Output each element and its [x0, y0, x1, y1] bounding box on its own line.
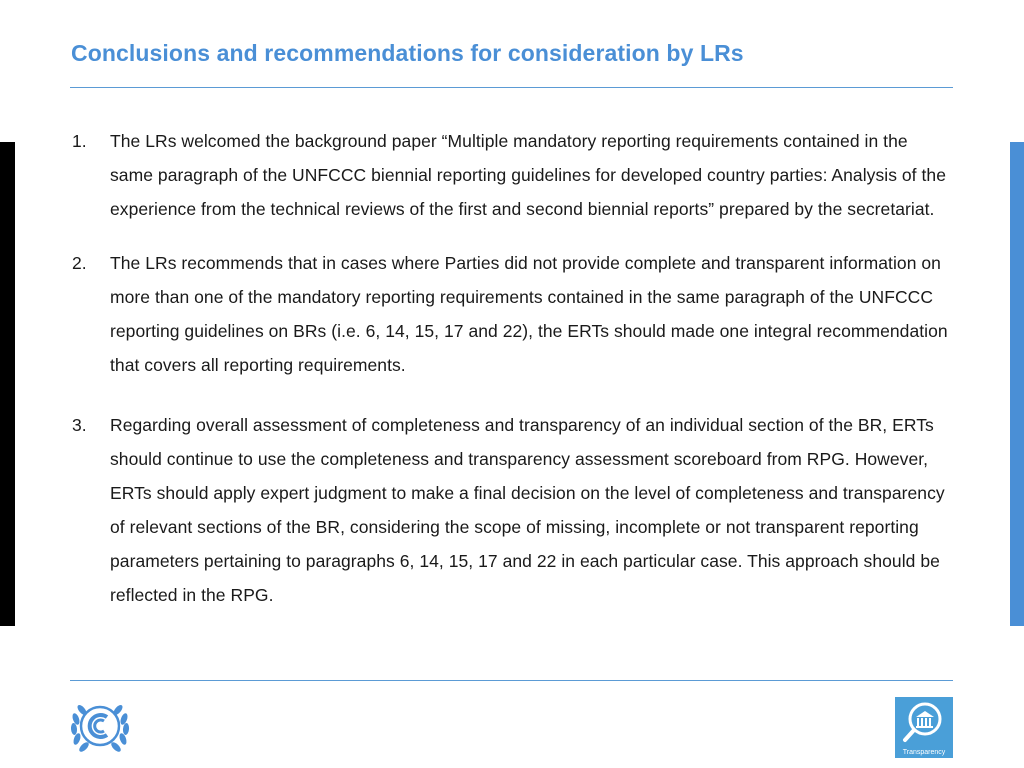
transparency-logo [895, 697, 953, 758]
list-item-number: 1. [72, 131, 87, 151]
list-item-text: Regarding overall assessment of completeness and transparency of an individual section of the BR, ERTs should continue to use the completeness and transparency assessment scoreboard from RPG. However, ERTs should apply expert judgment to make a final decision on the level of completeness and transparency of relevant sections of the BR, considering the scope of missing, incomplete or not transparent reporting parameters pertaining to paragraphs 6, 14, 15, 17 and 22 in each particular case. This approach should be reflected in the RPG. [110, 415, 945, 605]
list-item [72, 408, 952, 612]
magnifier-building-icon [895, 697, 953, 747]
list-item [72, 246, 952, 382]
slide-title: Conclusions and recommendations for consideration by LRs [71, 40, 744, 66]
list-item-text: The LRs recommends that in cases where Parties did not provide complete and transparent information on more than one of the mandatory reporting requirements contained in the same paragraph of the UNFCCC reporting guidelines on BRs (i.e. 6, 14, 15, 17 and 22), the ERTs should made one integral recommendation that covers all reporting requirements. [110, 253, 948, 375]
list-item [72, 124, 952, 226]
transparency-caption: Transparency [902, 749, 946, 756]
left-edge-bar [0, 142, 15, 626]
recommendations-list [72, 124, 952, 612]
list-item-number: 3. [72, 415, 87, 435]
right-edge-bar [1010, 142, 1024, 626]
list-item-text: The LRs welcomed the background paper “Multiple mandatory reporting requirements contained in the same paragraph of the UNFCCC biennial reporting guidelines for developed country parties: Analysis of the experience from the technical reviews of the first and second biennial reports” prepared by the secretariat. [110, 131, 946, 219]
list-item-number: 2. [72, 253, 87, 273]
unfccc-logo-icon [67, 697, 133, 755]
footer-divider [70, 680, 953, 681]
title-divider [70, 87, 953, 88]
